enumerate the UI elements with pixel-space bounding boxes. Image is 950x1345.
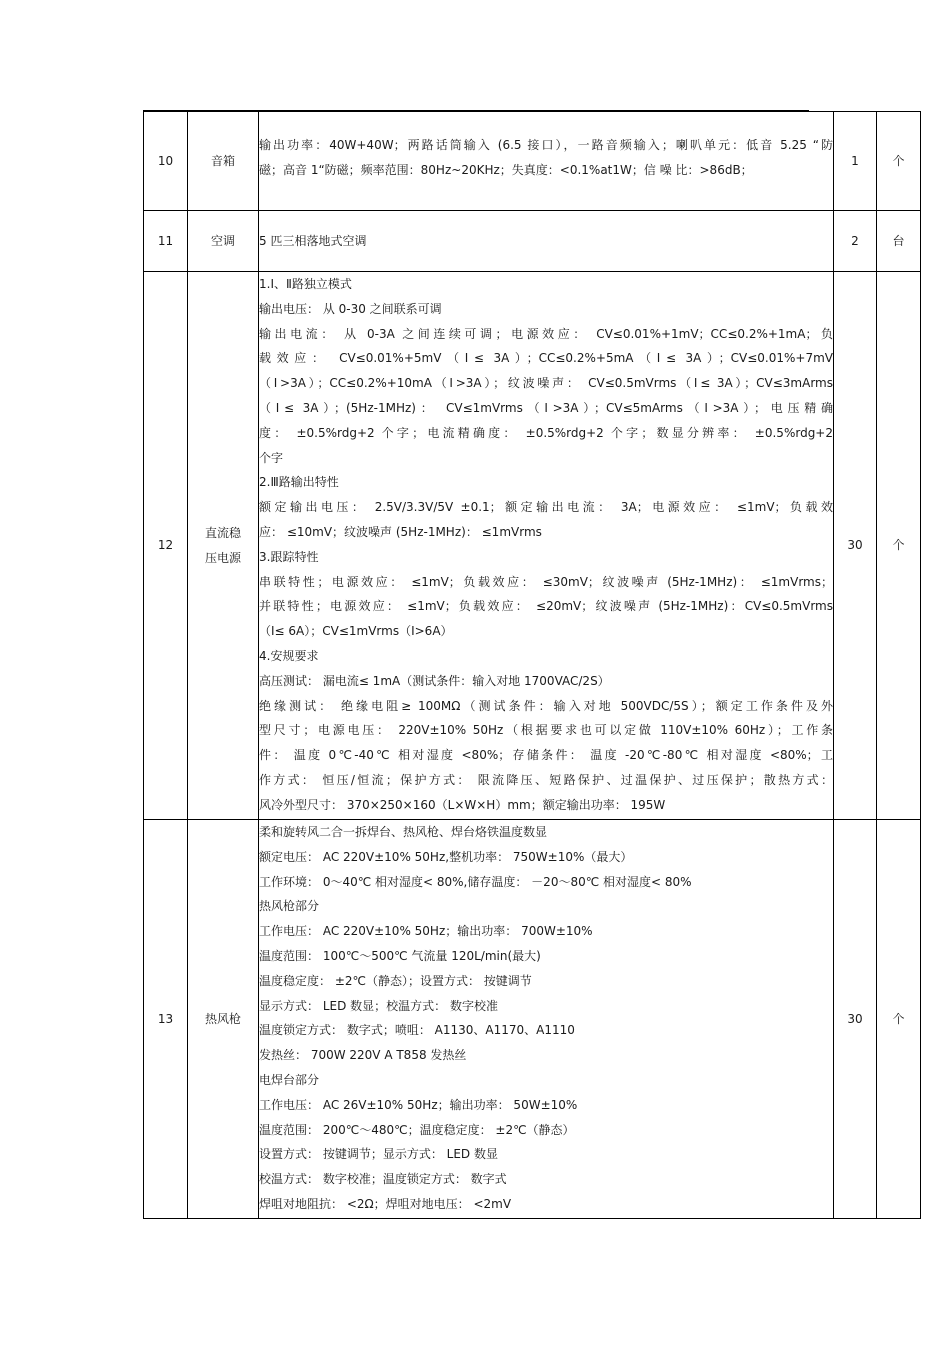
- item-number: 10: [144, 112, 188, 211]
- spec-line: 输出功率：40W+40W；两路话筒输入 (6.5 接口），一路音频输入；喇叭单元：低音 5.25 “防: [259, 138, 833, 152]
- item-unit: 个: [877, 112, 921, 211]
- spec-line: 工作环境： 0～40℃ 相对湿度< 80%,储存温度： －20～80℃ 相对湿度< 80%: [259, 874, 692, 889]
- spec-line: 输出电流： 从 0-3A 之间连续可调；电源效应： CV≤0.01%+1mV；CC≤0.2%+1mA；负: [259, 326, 833, 341]
- spec-line: 额定电压： AC 220V±10% 50Hz,整机功率： 750W±10%（最大）: [259, 849, 633, 864]
- table-row: [144, 112, 921, 211]
- equipment-spec-table: [143, 111, 921, 1219]
- spec-line: 高压测试： 漏电流≤ 1mA（测试条件：输入对地 1700VAC/2S）: [259, 673, 610, 688]
- spec-line: 设置方式： 按键调节；显示方式： LED 数显: [259, 1147, 498, 1162]
- item-name-line: 空调: [210, 233, 235, 248]
- item-number: 12: [144, 272, 188, 820]
- spec-line: 个字: [259, 450, 284, 465]
- item-number: 11: [144, 211, 188, 272]
- spec-line: 应： ≤10mV；纹波噪声 (5Hz-1MHz)： ≤1mVrms: [259, 524, 542, 539]
- item-quantity: 2: [834, 211, 877, 272]
- item-unit: 个: [877, 820, 921, 1219]
- spec-line: 载效应： CV≤0.01%+5mV（Ⅰ≤ 3A）；CC≤0.2%+5mA（Ⅰ≤ 3A）；CV≤0.01%+7mV: [259, 351, 833, 366]
- spec-line: （Ⅰ>3A）；CC≤0.2%+10mA（Ⅰ>3A）；纹波噪声： CV≤0.5mVrms（Ⅰ≤ 3A）；CV≤3mArms: [259, 376, 833, 391]
- spec-line: 显示方式： LED 数显；校温方式： 数字校准: [259, 998, 498, 1013]
- item-specification: [259, 820, 834, 1219]
- spec-line: 并联特性；电源效应： ≤1mV；负载效应： ≤20mV；纹波噪声 (5Hz-1MHz)：CV≤0.5mVrms: [259, 599, 833, 614]
- spec-line: 作方式： 恒压/恒流；保护方式： 限流降压、短路保护、过温保护、过压保护；散热方式：: [259, 772, 833, 787]
- spec-line: 工作电压： AC 220V±10% 50Hz；输出功率： 700W±10%: [259, 924, 593, 939]
- table-row: [144, 820, 921, 1219]
- spec-line: 热风枪部分: [259, 899, 320, 914]
- spec-line: 串联特性；电源效应： ≤1mV；负载效应： ≤30mV；纹波噪声 (5Hz-1MHz)： ≤1mVrms；: [259, 574, 833, 589]
- spec-line: 温度范围： 100℃～500℃ 气流量 120L/min(最大): [259, 948, 541, 963]
- spec-line: 额定输出电压： 2.5V/3.3V/5V ±0.1；额定输出电流： 3A；电源效应： ≤1mV；负载效: [259, 500, 833, 515]
- item-name: [188, 820, 259, 1219]
- item-unit: 个: [877, 272, 921, 820]
- item-quantity: 1: [834, 112, 877, 211]
- spec-table-body: [144, 112, 921, 1219]
- spec-line: 风冷外型尺寸： 370×250×160（L×W×H）mm；额定输出功率： 195W: [259, 797, 666, 812]
- item-name-line: 音箱: [210, 153, 235, 168]
- spec-line: 2.Ⅲ路输出特性: [259, 475, 339, 490]
- spec-line: 发热丝： 700W 220V A T858 发热丝: [259, 1048, 467, 1063]
- spec-line: 1.Ⅰ、Ⅱ路独立模式: [259, 277, 352, 291]
- spec-line: 电焊台部分: [259, 1072, 320, 1087]
- spec-line: 温度稳定度： ±2℃（静态）；设置方式： 按键调节: [259, 973, 532, 988]
- spec-line: 柔和旋转风二合一拆焊台、热风枪、焊台烙铁温度数显: [259, 825, 548, 839]
- spec-line: 3.跟踪特性: [259, 549, 319, 564]
- spec-line: 输出电压： 从 0-30 之间联系可调: [259, 301, 442, 316]
- item-name-line: 热风枪: [204, 1011, 241, 1026]
- spec-line: （Ⅰ≤ 3A）；(5Hz-1MHz)： CV≤1mVrms（Ⅰ>3A）；CV≤5mArms（Ⅰ>3A）；电压精确: [259, 400, 833, 415]
- spec-line: 绝缘测试： 绝缘电阻≥ 100MΩ（测试条件：输入对地 500VDC/5S）；额定工作条件及外: [259, 698, 833, 713]
- item-unit: 台: [877, 211, 921, 272]
- spec-line: 4.安规要求: [259, 648, 319, 663]
- item-specification: [259, 272, 834, 820]
- table-row: [144, 211, 921, 272]
- spec-line: 件： 温度 0℃-40℃ 相对湿度 <80%；存储条件： 温度 -20℃-80℃ 相对湿度 <80%；工: [259, 748, 833, 763]
- spec-line: 温度范围： 200℃～480℃；温度稳定度： ±2℃（静态）: [259, 1122, 575, 1137]
- spec-line: 度： ±0.5%rdg+2 个字；电流精确度： ±0.5%rdg+2 个字；数显分辨率： ±0.5%rdg+2: [259, 425, 833, 440]
- spec-line: 磁；高音 1“防磁；频率范围：80Hz~20KHz；失真度：<0.1%at1W；信 噪 比：>86dB；: [259, 162, 753, 177]
- table-row: [144, 272, 921, 820]
- spec-line: 型尺寸；电源电压： 220V±10% 50Hz（根据要求也可以定做 110V±10% 60Hz）；工作条: [259, 723, 833, 738]
- item-specification: [259, 112, 834, 211]
- item-name-line: 压电源: [204, 550, 241, 565]
- item-name: [188, 272, 259, 820]
- spec-line: 温度锁定方式： 数字式；喷咀： A1130、A1170、A1110: [259, 1023, 575, 1038]
- spec-line: 工作电压： AC 26V±10% 50Hz；输出功率： 50W±10%: [259, 1097, 578, 1112]
- item-specification: [259, 211, 834, 272]
- item-name-line: 直流稳: [204, 525, 241, 540]
- item-quantity: 30: [834, 272, 877, 820]
- spec-line: 焊咀对地阻抗： <2Ω；焊咀对地电压： <2mV: [259, 1196, 512, 1211]
- spec-line: 5 匹三相落地式空调: [259, 233, 367, 248]
- spec-line: （Ⅰ≤ 6A）；CV≤1mVrms（Ⅰ>6A）: [259, 624, 453, 639]
- spec-line: 校温方式： 数字校准；温度锁定方式： 数字式: [259, 1172, 507, 1187]
- item-name: [188, 112, 259, 211]
- item-quantity: 30: [834, 820, 877, 1219]
- item-number: 13: [144, 820, 188, 1219]
- item-name: [188, 211, 259, 272]
